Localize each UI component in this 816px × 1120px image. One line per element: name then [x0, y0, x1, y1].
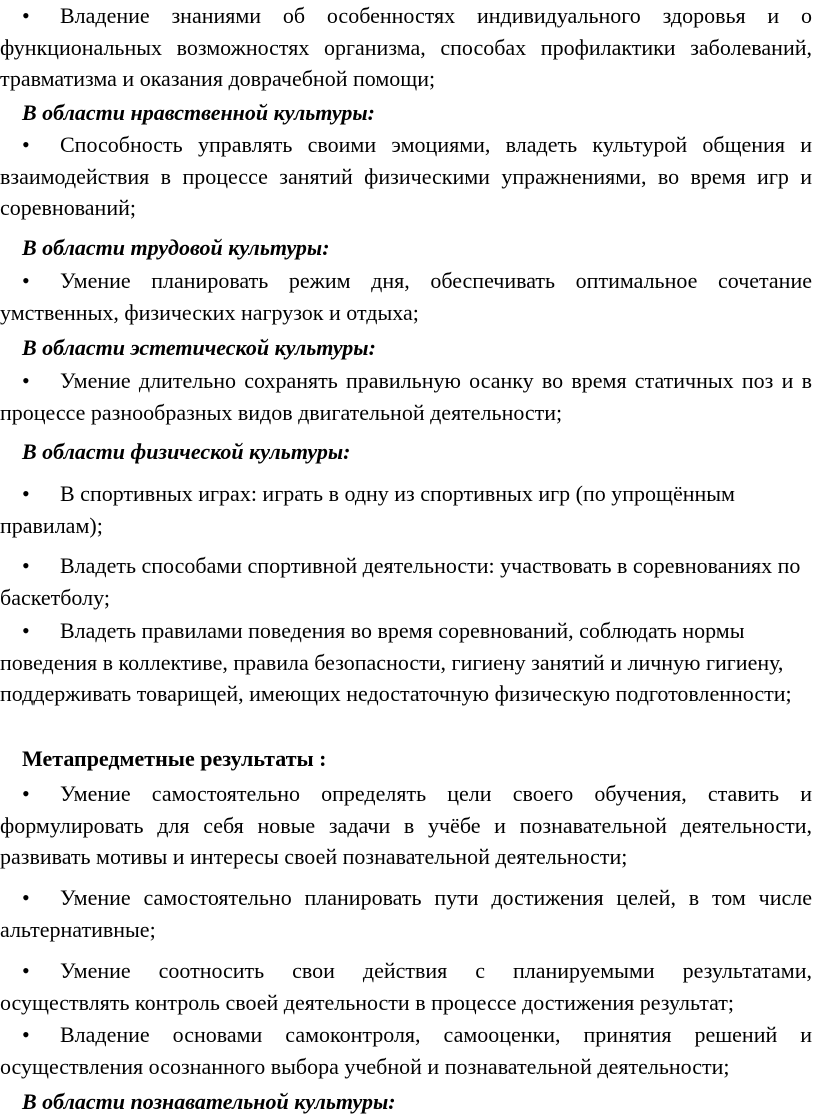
section-heading: В области познавательной культуры: — [22, 1089, 396, 1114]
bullet-item — [0, 365, 812, 428]
bullet-text: Умение соотносить свои действия с планируемыми результатами, осуществлять контроль своей деятельности в процессе достижения результат; — [0, 958, 812, 1015]
bullet-marker: • — [22, 885, 30, 910]
section-heading: В области эстетической культуры: — [22, 335, 376, 360]
bullet-marker: • — [22, 553, 30, 578]
bullet-marker: • — [22, 3, 30, 28]
bullet-marker: • — [22, 781, 30, 806]
section-heading: Метапредметные результаты : — [22, 746, 327, 771]
bullet-text: Умение планировать режим дня, обеспечивать оптимальное сочетание умственных, физических нагрузок и отдыха; — [0, 268, 812, 325]
bullet-item — [0, 882, 812, 945]
bullet-marker: • — [22, 1022, 30, 1047]
bullet-text: В спортивных играх: играть в одну из спортивных игр (по упрощённым правилам); — [0, 481, 735, 538]
bullet-item — [0, 955, 812, 1018]
bullet-text: Умение длительно сохранять правильную осанку во время статичных поз и в процессе разнообразных видов двигательной деятельности; — [0, 368, 812, 425]
bullet-marker: • — [22, 958, 30, 983]
bullet-item — [0, 265, 812, 328]
bullet-item — [0, 778, 812, 873]
bullet-marker: • — [22, 481, 30, 506]
bullet-marker: • — [22, 368, 30, 393]
bullet-text: Владение основами самоконтроля, самооценки, принятия решений и осуществления осознанного выбора учебной и познавательной деятельности; — [0, 1022, 812, 1079]
bullet-item — [0, 478, 812, 541]
bullet-text: Умение самостоятельно определять цели своего обучения, ставить и формулировать для себя новые задачи в учёбе и познавательной деятельности, развивать мотивы и интересы своей познавательной деятельности; — [0, 781, 812, 869]
bullet-item — [0, 1019, 812, 1082]
bullet-text: Владеть правилами поведения во время соревнований, соблюдать нормы поведения в коллективе, правила безопасности, гигиену занятий и личную гигиену, поддерживать товарищей, имеющих недостаточную физическую подготовленности; — [0, 618, 792, 706]
bullet-item — [0, 550, 812, 613]
bullet-text: Владение знаниями об особенностях индивидуального здоровья и о функциональных возможностях организма, способах профилактики заболеваний, травматизма и оказания доврачебной помощи; — [0, 3, 812, 91]
bullet-text: Владеть способами спортивной деятельности: участвовать в соревнованиях по баскетболу; — [0, 553, 801, 610]
section-heading: В области нравственной культуры: — [22, 100, 375, 125]
bullet-item — [0, 129, 812, 224]
bullet-item — [0, 615, 812, 710]
bullet-text: Способность управлять своими эмоциями, владеть культурой общения и взаимодействия в процессе занятий физическими упражнениями, во время игр и соревнований; — [0, 132, 812, 220]
bullet-item — [0, 0, 812, 95]
bullet-marker: • — [22, 268, 30, 293]
section-heading: В области трудовой культуры: — [22, 235, 330, 260]
bullet-marker: • — [22, 618, 30, 643]
section-heading: В области физической культуры: — [22, 439, 351, 464]
bullet-text: Умение самостоятельно планировать пути достижения целей, в том числе альтернативные; — [0, 885, 812, 942]
bullet-marker: • — [22, 132, 30, 157]
